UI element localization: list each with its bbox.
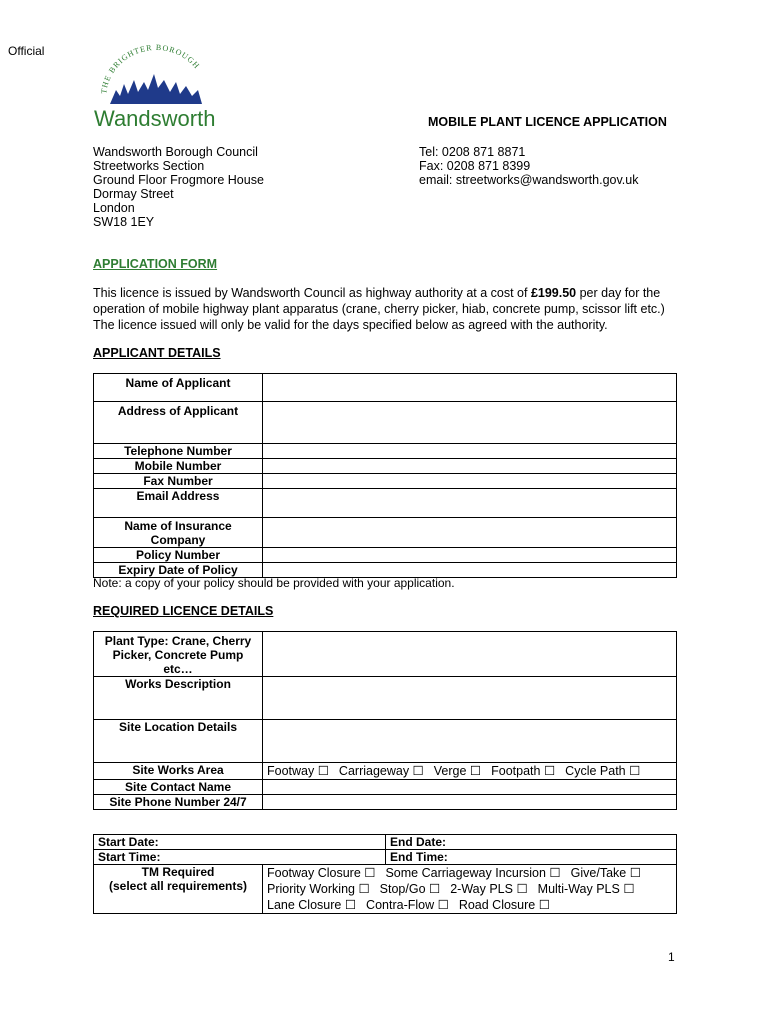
insurance-company-input[interactable] [263,518,677,548]
fax: Fax: 0208 871 8399 [419,159,531,173]
label-site-works-area: Site Works Area [94,763,263,780]
cycle-path-checkbox[interactable]: Cycle Path ☐ [565,764,641,778]
applicant-name-input[interactable] [263,374,677,402]
label-mobile: Mobile Number [94,459,263,474]
email-input[interactable] [263,489,677,518]
label-expiry: Expiry Date of Policy [94,563,263,578]
tm-options [263,865,677,914]
footpath-checkbox[interactable]: Footpath ☐ [491,764,556,778]
policy-number-input[interactable] [263,548,677,563]
label-email: Email Address [94,489,263,518]
wandsworth-logo [92,44,220,130]
label-name: Name of Applicant [94,374,263,402]
site-contact-input[interactable] [263,780,677,795]
plant-type-input[interactable] [263,632,677,677]
footway-checkbox[interactable]: Footway ☐ [267,764,329,778]
label-fax: Fax Number [94,474,263,489]
label-address: Address of Applicant [94,402,263,444]
logo-wordmark: Wandsworth [94,106,216,130]
contact-details [419,145,638,187]
contra-flow-checkbox[interactable]: Contra-Flow ☐ [366,898,449,912]
council-address: Wandsworth Borough Council Streetworks Section Ground Floor Frogmore House Dormay Street London SW18 1EY [93,145,264,229]
licence-details-heading: REQUIRED LICENCE DETAILS [93,604,274,618]
footway-closure-checkbox[interactable]: Footway Closure ☐ [267,866,376,880]
verge-checkbox[interactable]: Verge ☐ [433,764,482,778]
label-insurance: Name of Insurance Company [94,518,263,548]
give-take-checkbox[interactable]: Give/Take ☐ [570,866,641,880]
lane-closure-checkbox[interactable]: Lane Closure ☐ [267,898,357,912]
multi-way-pls-checkbox[interactable]: Multi-Way PLS ☐ [537,882,635,896]
label-site-phone: Site Phone Number 24/7 [94,795,263,810]
label-works-description: Works Description [94,677,263,720]
works-description-input[interactable] [263,677,677,720]
carriageway-incursion-checkbox[interactable]: Some Carriageway Incursion ☐ [385,866,561,880]
email: email: streetworks@wandsworth.gov.uk [419,173,639,187]
end-time-field[interactable]: End Time: [386,850,677,865]
applicant-address-input[interactable] [263,402,677,444]
svg-text:THE BRIGHTER BOROUGH: THE BRIGHTER BOROUGH [99,44,202,95]
end-date-field[interactable]: End Date: [386,835,677,850]
mobile-input[interactable] [263,459,677,474]
priority-working-checkbox[interactable]: Priority Working ☐ [267,882,370,896]
licence-cost: £199.50 [530,286,577,300]
start-date-field[interactable]: Start Date: [94,835,386,850]
licence-table [93,631,677,810]
two-way-pls-checkbox[interactable]: 2-Way PLS ☐ [450,882,528,896]
label-policy: Policy Number [94,548,263,563]
site-phone-input[interactable] [263,795,677,810]
stop-go-checkbox[interactable]: Stop/Go ☐ [379,882,441,896]
applicant-details-heading: APPLICANT DETAILS [93,346,221,360]
policy-note: Note: a copy of your policy should be provided with your application. [93,576,455,590]
label-site-location: Site Location Details [94,720,263,763]
road-closure-checkbox[interactable]: Road Closure ☐ [458,898,550,912]
telephone-input[interactable] [263,444,677,459]
application-form-heading: APPLICATION FORM [93,257,218,271]
fax-input[interactable] [263,474,677,489]
telephone: Tel: 0208 871 8871 [419,145,526,159]
intro-paragraph: This licence is issued by Wandsworth Council as highway authority at a cost of £199.50 per day for the operation of mobile highway plant apparatus (crane, cherry picker, hiab, concrete pump, scissor lift etc.) The licence issued will only be valid for the days specified below as agreed with the authority. [93,286,665,332]
applicant-table [93,373,677,578]
carriageway-checkbox[interactable]: Carriageway ☐ [338,764,424,778]
site-works-area-options [263,763,677,780]
page-number: 1 [668,950,675,964]
classification-label: Official [8,44,45,58]
label-plant-type: Plant Type: Crane, Cherry Picker, Concrete Pump etc… [94,632,263,677]
document-title: MOBILE PLANT LICENCE APPLICATION [428,115,667,129]
site-location-input[interactable] [263,720,677,763]
dates-table [93,834,677,914]
start-time-field[interactable]: Start Time: [94,850,386,865]
label-site-contact: Site Contact Name [94,780,263,795]
label-tm-required: TM Required (select all requirements) [94,865,263,914]
label-telephone: Telephone Number [94,444,263,459]
